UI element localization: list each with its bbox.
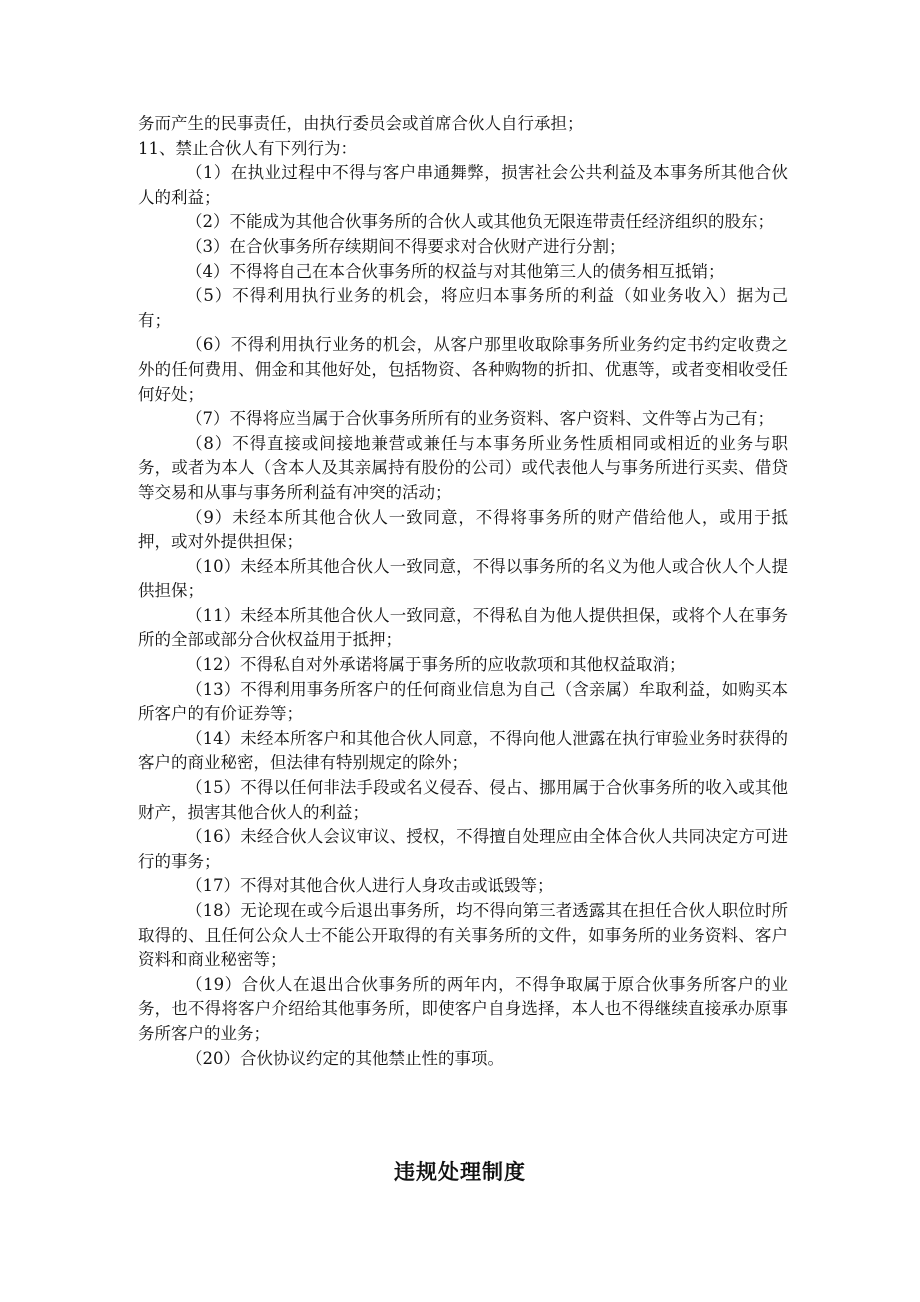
list-item-5: （5）不得利用执行业务的机会，将应归本事务所的利益（如业务收入）据为己有； (138, 286, 788, 330)
list-item-3: （3）在合伙事务所存续期间不得要求对合伙财产进行分割； (186, 236, 626, 256)
list-item-11: （11）未经本所其他合伙人一致同意，不得私自为他人提供担保，或将个人在事务所的全部或部分合伙权益用于抵押； (138, 605, 788, 650)
list-item-7: （7）不得将应当属于合伙事务所所有的业务资料、客户资料、文件等占为己有； (186, 409, 774, 429)
list-item-20: （20）合伙协议约定的其他禁止性的事项。 (186, 1048, 504, 1068)
list-item-13: （13）不得利用事务所客户的任何商业信息为自己（含亲属）牟取利益，如购买本所客户的有价证券等； (138, 679, 788, 724)
list-item-14: （14）未经本所客户和其他合伙人同意，不得向他人泄露在执行审验业务时获得的客户的商业秘密，但法律有特别规定的除外； (138, 728, 788, 773)
list-item-18: （18）无论现在或今后退出事务所，均不得向第三者透露其在担任合伙人职位时所取得的、且任何公众人士不能公开取得的有关事务所的文件，如事务所的业务资料、客户资料和商业秘密等； (138, 901, 788, 970)
list-item-1: （1）在执业过程中不得与客户串通舞弊，损害社会公共利益及本事务所其他合伙人的利益； (138, 163, 788, 207)
list-item-12: （12）不得私自对外承诺将属于事务所的应收款项和其他权益取消； (186, 655, 686, 675)
list-item-15: （15）不得以任何非法手段或名义侵吞、侵占、挪用属于合伙事务所的收入或其他财产，损害其他合伙人的利益； (138, 778, 788, 822)
list-item-10: （10）未经本所其他合伙人一致同意，不得以事务所的名义为他人或合伙人个人提供担保； (138, 556, 788, 601)
list-item-16: （16）未经合伙人会议审议、授权，不得擅自处理应由全体合伙人共同决定方可进行的事务； (138, 827, 788, 871)
document-body (138, 112, 788, 1071)
list-item-9: （9）未经本所其他合伙人一致同意，不得将事务所的财产借给他人，或用于抵押，或对外提供担保； (138, 507, 788, 552)
list-item-2: （2）不能成为其他合伙事务所的合伙人或其他负无限连带责任经济组织的股东； (186, 212, 774, 232)
section-title: 违规处理制度 (394, 1160, 526, 1184)
list-item-8: （8）不得直接或间接地兼营或兼任与本事务所业务性质相同或相近的业务与职务，或者为本人（含本人及其亲属持有股份的公司）或代表他人与事务所进行买卖、借贷等交易和从事与事务所利益有冲突的活动； (138, 433, 788, 502)
clause-heading: 11、禁止合伙人有下列行为： (138, 138, 357, 158)
list-item-17: （17）不得对其他合伙人进行人身攻击或诋毁等； (186, 876, 554, 896)
list-item-4: （4）不得将自己在本合伙事务所的权益与对其他第三人的债务相互抵销； (186, 261, 725, 281)
list-item-19: （19）合伙人在退出合伙事务所的两年内，不得争取属于原合伙事务所客户的业务，也不得将客户介绍给其他事务所，即使客户自身选择，本人也不得继续直接承办原事务所客户的业务； (138, 974, 788, 1043)
continuation-paragraph: 务而产生的民事责任，由执行委员会或首席合伙人自行承担； (138, 114, 584, 133)
list-item-6: （6）不得利用执行业务的机会，从客户那里收取除事务所业务约定书约定收费之外的任何费用、佣金和其他好处，包括物资、各种购物的折扣、优惠等，或者变相收受任何好处； (138, 335, 788, 404)
